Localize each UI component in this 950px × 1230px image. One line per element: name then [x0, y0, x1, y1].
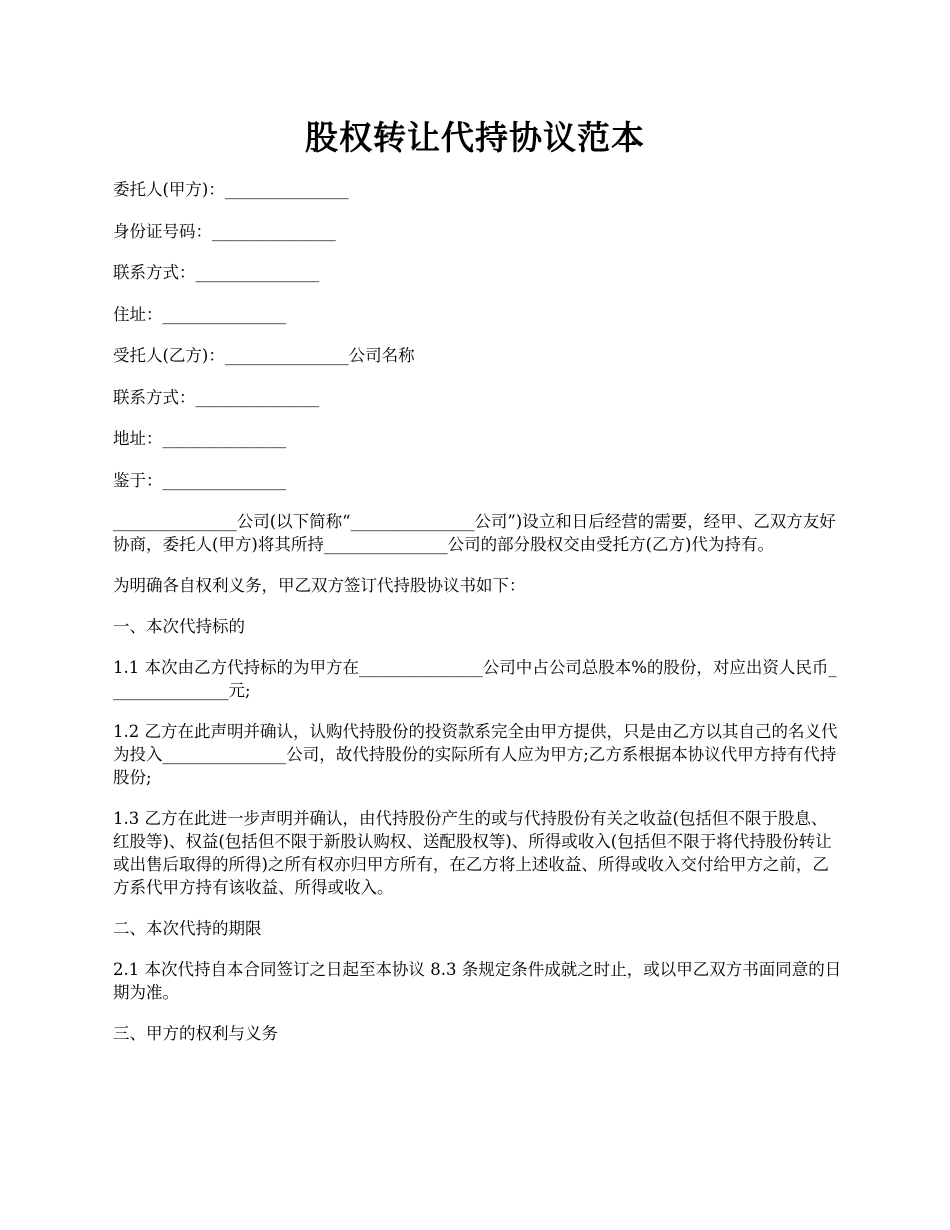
principal-field: 委托人(甲方)：_______________: [113, 180, 349, 199]
whereas-field: 鉴于：_______________: [113, 470, 287, 490]
clause-1-2: 1.2 乙方在此声明并确认，认购代持股份的投资款系完全由甲方提供，只是由乙方以其自己的名义代为投入_______________公司，故代持股份的实际所有人应为甲方;乙方系根据本协议代甲方持有代持股份;: [113, 722, 838, 787]
section-3-heading: 三、甲方的权利与义务: [113, 1024, 278, 1043]
trustee-contact-field: 联系方式：_______________: [113, 387, 320, 407]
trustee-field: 受托人(乙方)：_______________公司名称: [113, 346, 415, 365]
section-2-heading: 二、本次代持的期限: [113, 919, 262, 938]
principal-address-field: 住址：_______________: [113, 304, 287, 324]
principal-contact-field: 联系方式：_______________: [113, 263, 320, 282]
preamble-paragraph: _______________公司(以下简称“_______________公司”)设立和日后经营的需要，经甲、乙双方友好协商，委托人(甲方)将其所持_______________公司的部分股权交由受托方(乙方)代为持有。: [113, 512, 836, 554]
purpose-paragraph: 为明确各自权利义务，甲乙双方签订代持股协议书如下：: [113, 576, 526, 595]
clause-2-1: 2.1 本次代持自本合同签订之日起至本协议 8.3 条规定条件成就之时止，或以甲乙双方书面同意的日期为准。: [113, 960, 842, 1002]
section-1-heading: 一、本次代持标的: [113, 617, 245, 636]
clause-1-1: 1.1 本次由乙方代持标的为甲方在_______________公司中占公司总股本%的股份，对应出资人民币_______________元;: [113, 658, 837, 700]
id-number-field: 身份证号码：_______________: [113, 221, 336, 241]
document-body: [113, 178, 843, 1063]
clause-1-3: 1.3 乙方在此进一步声明并确认，由代持股份产生的或与代持股份有关之收益(包括但不限于股息、红股等)、权益(包括但不限于新股认购权、送配股权等)、所得或收入(包括但不限于将代持股份转让或出售后取得的所得)之所有权亦归甲方所有，在乙方将上述收益、所得或收入交付给甲方之前，乙方系代甲方持有该收益、所得或收入。: [113, 809, 832, 897]
trustee-address-field: 地址：_______________: [113, 429, 287, 448]
document-title: 股权转让代持协议范本: [305, 118, 645, 157]
